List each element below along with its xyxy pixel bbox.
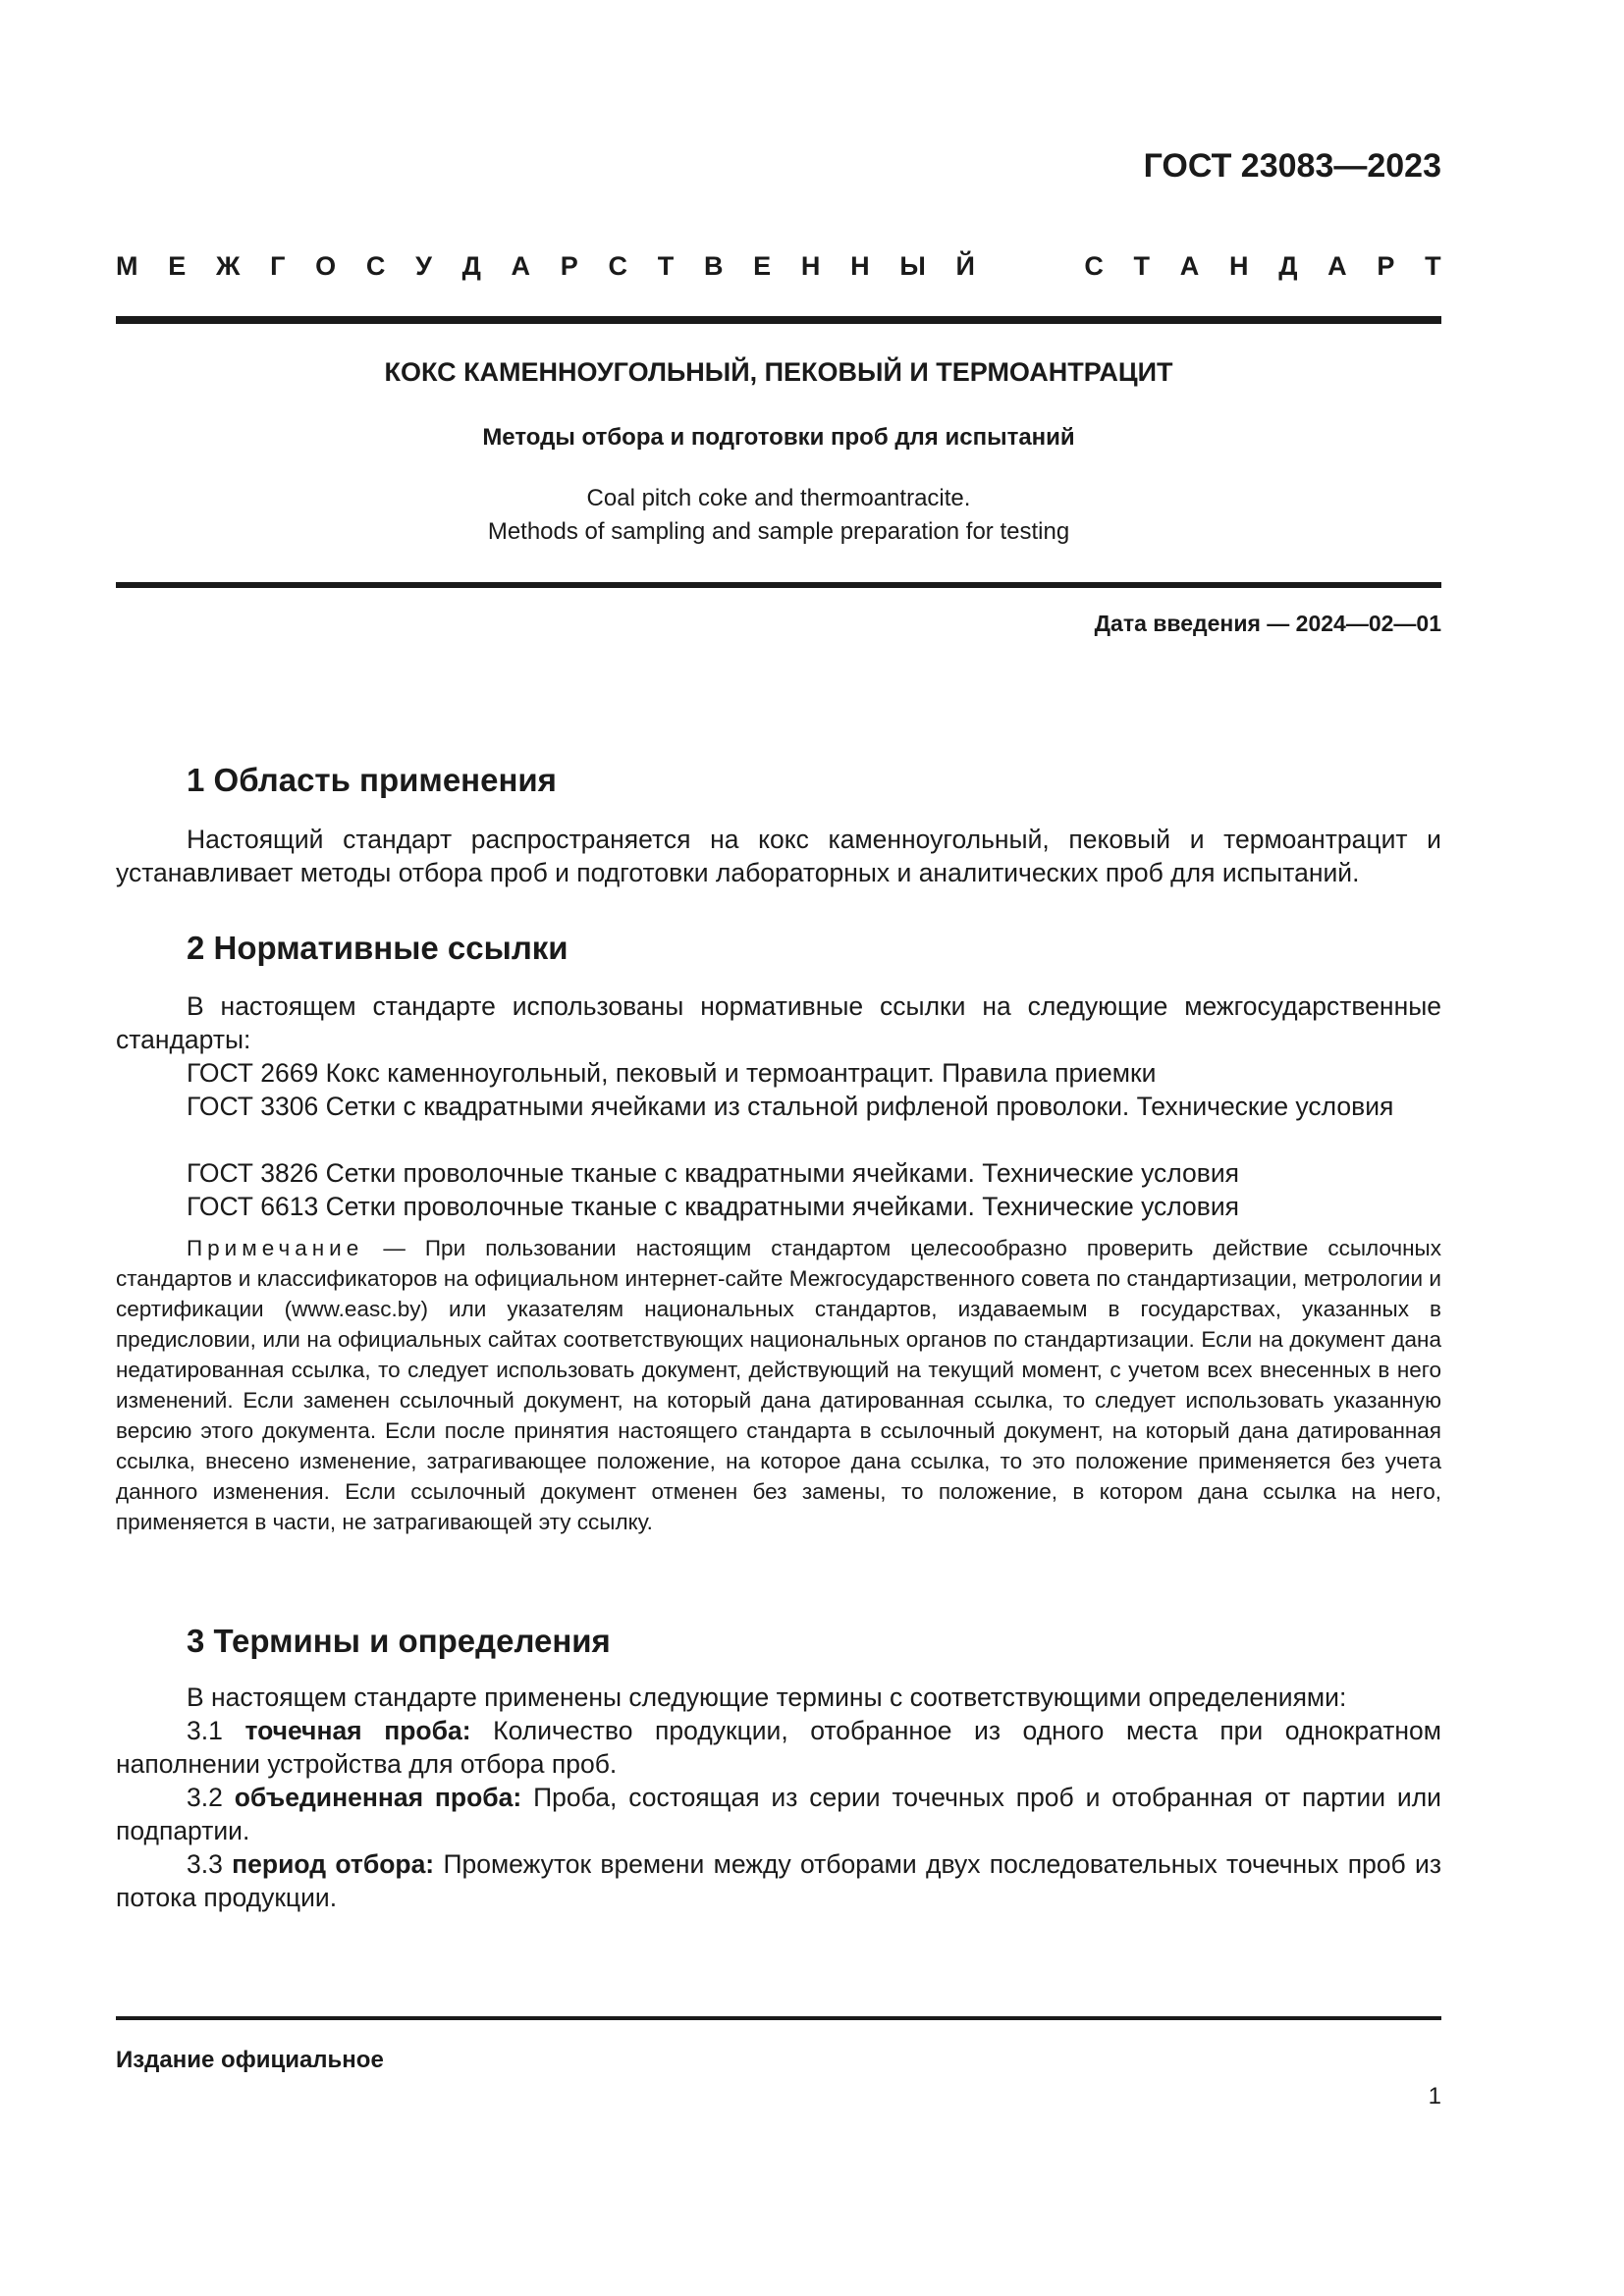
kind-letter: Р [1377, 251, 1395, 281]
note-text: — При пользовании настоящим стандартом целесообразно проверить действие ссылочных стандартов и классификаторов на официальном интернет-сайте Межгосударственного совета по стандартизации, метрологии и сертификации (www.easc.by) или указателям национальных стандартов, издаваемым в государствах, указанных в предисловии, или на официальных сайтах соответствующих национальных органов по стандартизации. Если на документ дана недатированная ссылка, то следует использовать документ, действующий на текущий момент, с учетом всех внесенных в него изменений. Если заменен ссылочный документ, на который дана датированная ссылка, то следует использовать указанную версию этого документа. Если после принятия настоящего стандарта в ссылочный документ, на который дана датированная ссылка, внесено изменение, затрагивающее положение, на которое дана ссылка, то это положение применяется без учета данного изменения. Если ссылочный документ отменен без замены, то положение, в котором дана ссылка на него, применяется в части, не затрагивающей эту ссылку. [116, 1236, 1441, 1534]
kind-letter: Ж [215, 251, 241, 281]
document-title: КОКС КАМЕННОУГОЛЬНЫЙ, ПЕКОВЫЙ И ТЕРМОАНТРАЦИТ [384, 357, 1173, 387]
kind-letter: У [415, 251, 432, 281]
section-2-intro: В настоящем стандарте использованы нормативные ссылки на следующие межгосударственные стандарты: [116, 991, 1441, 1054]
term-number: 3.2 [187, 1783, 223, 1812]
title-rule [116, 582, 1441, 588]
standard-code: ГОСТ 23083—2023 [1143, 147, 1441, 185]
word-gap [1005, 251, 1055, 282]
note-paragraph [116, 1233, 1441, 1537]
kind-letter: О [315, 251, 337, 281]
reference-item: ГОСТ 2669 Кокс каменноугольный, пековый и термоантрацит. Правила приемки [187, 1058, 1157, 1088]
kind-letter: Е [753, 251, 772, 281]
kind-letter: Е [168, 251, 187, 281]
term-text: Промежуток времени между отборами двух последовательных точечных проб из потока продукции. [116, 1849, 1441, 1912]
section-3-heading: 3 Термины и определения [187, 1623, 611, 1659]
introduction-date: Дата введения — 2024—02—01 [1094, 611, 1441, 636]
section-1-heading: 1 Область применения [187, 762, 557, 798]
kind-letter: Ы [899, 251, 926, 281]
kind-letter: Й [955, 251, 975, 281]
term-definition [116, 1847, 1441, 1914]
note-label: Примечание [187, 1236, 364, 1260]
term-text: Количество продукции, отобранное из одного места при однократном наполнении устройства для отбора проб. [116, 1716, 1441, 1779]
english-title-line2: Methods of sampling and sample preparation for testing [487, 518, 1070, 545]
footer-rule [116, 2016, 1441, 2020]
english-title-line1: Coal pitch coke and thermoantracite. [586, 485, 971, 511]
document-subtitle: Методы отбора и подготовки проб для испытаний [482, 424, 1075, 451]
term-name: объединенная проба: [234, 1783, 522, 1812]
kind-letter: А [1327, 251, 1347, 281]
kind-letter: Н [1228, 251, 1249, 281]
term-number: 3.1 [187, 1716, 223, 1745]
term-definition [116, 1714, 1441, 1781]
top-rule [116, 316, 1441, 324]
kind-letter: Д [1278, 251, 1298, 281]
kind-letter: А [1179, 251, 1200, 281]
kind-letter: С [365, 251, 386, 281]
kind-letter: Н [850, 251, 870, 281]
kind-letter: Т [657, 251, 675, 281]
term-name: период отбора: [232, 1849, 435, 1879]
kind-letter: Т [1133, 251, 1151, 281]
kind-letter: Т [1425, 251, 1441, 281]
section-1-text: Настоящий стандарт распространяется на кокс каменноугольный, пековый и термоантрацит и устанавливает методы отбора проб и подготовки лабораторных и аналитических проб для испытаний. [116, 825, 1441, 887]
kind-letter: В [703, 251, 724, 281]
page-number: 1 [1428, 2083, 1441, 2109]
reference-item: ГОСТ 6613 Сетки проволочные тканые с квадратными ячейками. Технические условия [187, 1192, 1239, 1221]
kind-letter: С [1084, 251, 1104, 281]
kind-letter: А [511, 251, 531, 281]
kind-letter: М [116, 251, 138, 281]
standard-kind [116, 251, 1441, 282]
kind-letter: С [608, 251, 627, 281]
kind-letter: Г [270, 251, 286, 281]
term-number: 3.3 [187, 1849, 223, 1879]
kind-letter: Д [461, 251, 481, 281]
term-definition [116, 1781, 1441, 1847]
reference-item: ГОСТ 3306 Сетки с квадратными ячейками из стальной рифленой проволоки. Технические условия [187, 1092, 1394, 1121]
term-name: точечная проба: [244, 1716, 471, 1745]
term-text: Проба, состоящая из серии точечных проб и отобранная от партии или подпартии. [116, 1783, 1441, 1845]
section-3-intro: В настоящем стандарте применены следующие термины с соответствующими определениями: [187, 1682, 1347, 1712]
official-edition: Издание официальное [116, 2047, 384, 2073]
kind-letter: Р [560, 251, 578, 281]
reference-item: ГОСТ 3826 Сетки проволочные тканые с квадратными ячейками. Технические условия [187, 1158, 1239, 1188]
section-2-heading: 2 Нормативные ссылки [187, 930, 568, 966]
kind-letter: Н [800, 251, 821, 281]
